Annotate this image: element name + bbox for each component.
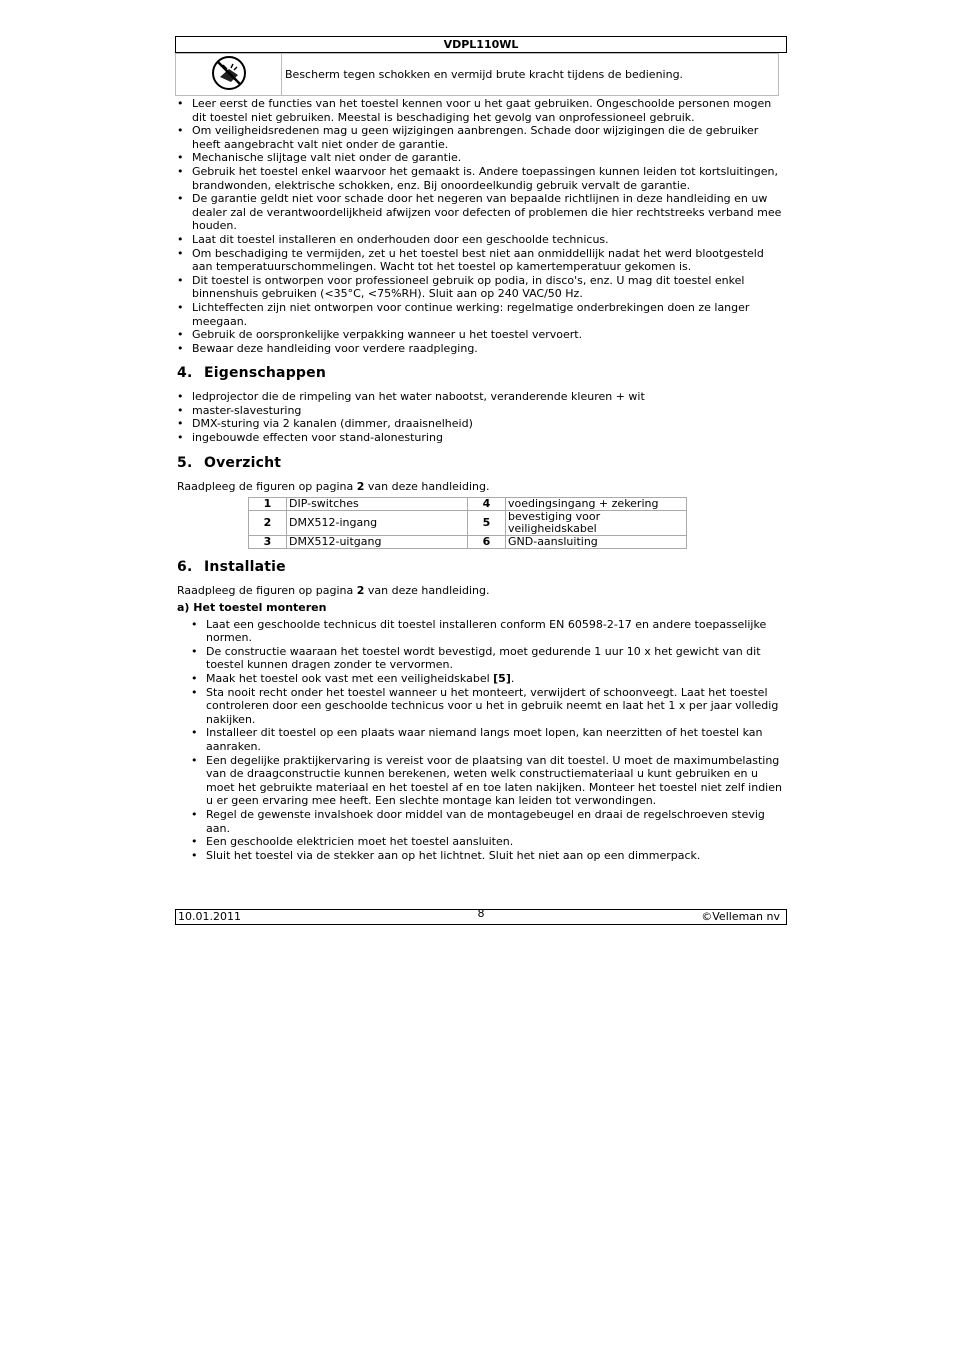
part-label: voedingsingang + zekering [506,497,687,510]
part-label: DIP-switches [287,497,468,510]
page-reference: 2 [356,479,365,493]
list-item: • Sta nooit recht onder het toestel wanneer u het monteert, verwijdert of schoonveegt. Laat het toestel controleren door een geschoolde technicus voor u het in gebruik neemt en laat het 1 x per jaar volledig nakijken. [175,686,787,727]
footer-copyright: ©Velleman nv [701,910,780,923]
part-number: 3 [249,535,287,548]
page-footer [175,909,787,925]
parts-table [248,497,687,549]
table-row [249,510,687,535]
part-label: DMX512-ingang [287,510,468,535]
section-title: Installatie [204,558,286,575]
list-item: • Gebruik het toestel enkel waarvoor het gemaakt is. Andere toepassingen kunnen leiden tot kortsluitingen, brandwonden, elektrische schokken, enz. Bij onoordeelkundig gebruik vervalt de garantie. [175,165,787,192]
list-item: • Een geschoolde elektricien moet het toestel aansluiten. [175,835,787,849]
part-number: 4 [468,497,506,510]
intro-text: van deze handleiding. [364,583,490,597]
part-number: 6 [468,535,506,548]
footer-date: 10.01.2011 [178,910,241,923]
intro-text: Raadpleeg de figuren op pagina [177,583,357,597]
table-row [249,497,687,510]
section-title: Eigenschappen [204,365,326,382]
mounting-subtitle: a) Het toestel monteren [177,600,327,614]
list-item: • master-slavesturing [175,404,787,418]
no-shock-force-icon [209,55,249,91]
section-4-heading [177,365,787,381]
list-item: • Mechanische slijtage valt niet onder de garantie. [175,151,787,165]
installation-list [175,618,787,863]
part-label: GND-aansluiting [506,535,687,548]
list-item: • Maak het toestel ook vast met een veiligheidskabel [5]. [175,672,787,686]
list-item: • Laat dit toestel installeren en onderhouden door een geschoolde technicus. [175,233,787,247]
list-item: • Om veiligheidsredenen mag u geen wijzigingen aanbrengen. Schade door wijzigingen die de gebruiker heeft aangebracht valt niet onder de garantie. [175,124,787,151]
list-item: • Lichteffecten zijn niet ontworpen voor continue werking: regelmatige onderbrekingen doen ze langer meegaan. [175,301,787,328]
part-number: 2 [249,510,287,535]
list-item: • ledprojector die de rimpeling van het water nabootst, veranderende kleuren + wit [175,390,787,404]
intro-text: Raadpleeg de figuren op pagina [177,479,357,493]
warning-text: Bescherm tegen schokken en vermijd brute kracht tijdens de bediening. [282,54,779,96]
list-item: • Bewaar deze handleiding voor verdere raadpleging. [175,342,787,356]
list-item: • Gebruik de oorspronkelijke verpakking wanneer u het toestel vervoert. [175,328,787,342]
section-number: 6. [177,558,193,575]
page-reference: 2 [356,583,365,597]
manual-page [175,36,787,862]
warning-icon-cell [176,54,282,96]
list-item: • Sluit het toestel via de stekker aan op het lichtnet. Sluit het niet aan op een dimmerpack. [175,849,787,863]
list-item: • Leer eerst de functies van het toestel kennen voor u het gaat gebruiken. Ongeschoolde personen mogen dit toestel niet gebruiken. Meestal is beschadiging het gevolg van onprofessioneel gebruik. [175,97,787,124]
list-item: • Een degelijke praktijkervaring is vereist voor de plaatsing van dit toestel. U moet de maximumbelasting van de draagconstructie kunnen berekenen, weten welk constructiemateriaal u kunt gebruiken en u moet het gebruikte materiaal en het toestel af en toe laten nakijken. Monteer het toestel niet zelf indien u er geen ervaring mee heeft. Een slechte montage kan leiden tot verwondingen. [175,754,787,808]
part-number: 1 [249,497,287,510]
list-item: • Laat een geschoolde technicus dit toestel installeren conform EN 60598-2-17 en andere toepasselijke normen. [175,618,787,645]
list-item: • ingebouwde effecten voor stand-alonesturing [175,431,787,445]
overview-intro [177,480,787,494]
features-list [175,390,787,444]
list-item: • DMX-sturing via 2 kanalen (dimmer, draaisnelheid) [175,417,787,431]
list-item: • De constructie waaraan het toestel wordt bevestigd, moet gedurende 1 uur 10 x het gewicht van dit toestel kunnen dragen zonder te vervormen. [175,645,787,672]
installation-intro [177,584,787,598]
list-item: • De garantie geldt niet voor schade door het negeren van bepaalde richtlijnen in deze handleiding en uw dealer zal de verantwoordelijkheid afwijzen voor defecten of problemen die hier rechtstreeks verband mee houden. [175,192,787,233]
section-number: 4. [177,365,193,382]
list-item: • Om beschadiging te vermijden, zet u het toestel best niet aan onmiddellijk nadat het werd blootgesteld aan temperatuurschommelingen. Wacht tot het toestel op kamertemperatuur gekomen is. [175,247,787,274]
intro-text: van deze handleiding. [364,479,490,493]
model-header: VDPL110WL [175,36,787,53]
part-label: bevestiging voor veiligheidskabel [506,510,687,535]
section-title: Overzicht [204,454,282,471]
table-row [249,535,687,548]
list-item: • Dit toestel is ontworpen voor professioneel gebruik op podia, in disco's, enz. U mag dit toestel enkel binnenshuis gebruiken (<35°C, <75%RH). Sluit aan op 240 VAC/50 Hz. [175,274,787,301]
page-number: 8 [477,907,485,920]
part-number: 5 [468,510,506,535]
section-number: 5. [177,454,193,471]
part-label: DMX512-uitgang [287,535,468,548]
warning-table [175,53,779,96]
section-5-heading [177,455,787,471]
section-6-heading [177,559,787,575]
list-item: • Installeer dit toestel op een plaats waar niemand langs moet lopen, kan neerzitten of het toestel kan aanraken. [175,726,787,753]
safety-list [175,97,787,355]
list-item: • Regel de gewenste invalshoek door middel van de montagebeugel en draai de regelschroeven stevig aan. [175,808,787,835]
